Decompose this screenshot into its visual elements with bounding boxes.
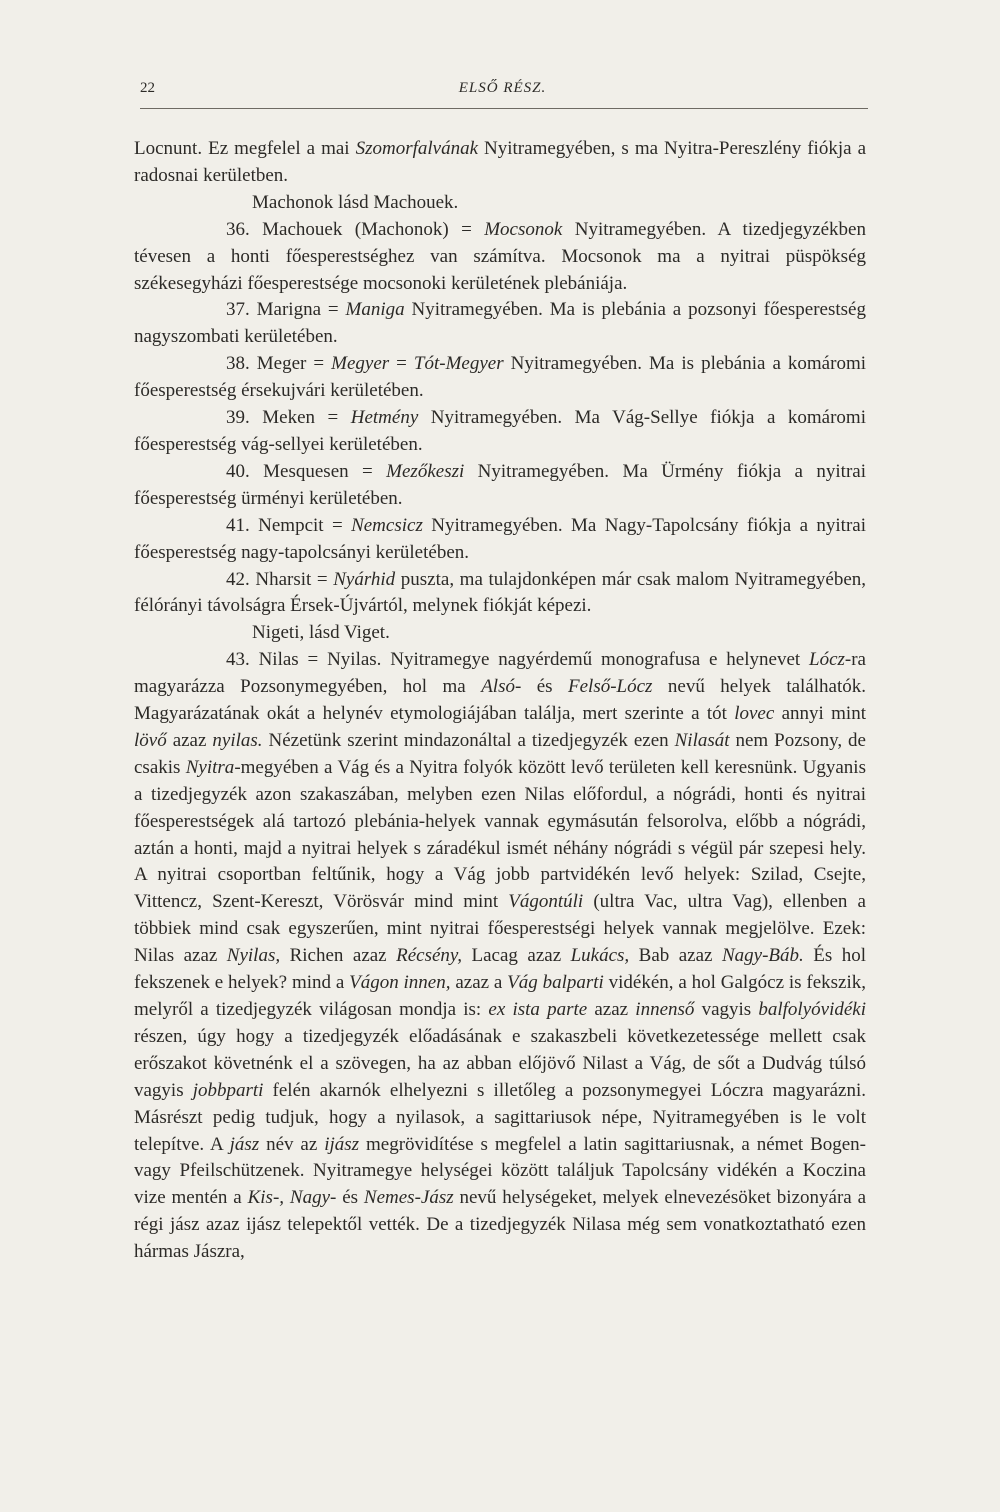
text-run: vagyis [694,999,759,1020]
italic-place-name: Vág balparti [507,972,604,994]
text-run: Nyitramegyében, s ma Nyitra-Pereszlény fiókja a radosnai kerületben. [134,138,866,186]
italic-place-name: Nemes-Jász [363,1187,454,1209]
text-run: Nyitramegyében. Ma is plebánia a pozsonyi főesperestség nagyszombati kerületében. [134,299,866,348]
text-run: Nézetünk szerint mindazonáltal a tizedjegyzék ezen [262,729,675,751]
italic-place-name: Megyer [331,353,390,375]
text-run: 37. Marigna = [226,299,346,321]
italic-place-name: ex ista parte [488,999,588,1020]
text-run: részen, úgy hogy a tizedjegyzék előadásának e szakaszbeli következetessége mellett csak erőszakot követnénk el a szövegen, ha az abban előjövő Nilast a Vág, de sőt a Dudvág túlsó vagyis [134,1025,866,1101]
text-run: nem Pozsony, de csakis [134,729,866,778]
section-title: ELSŐ RÉSZ. [458,80,547,96]
italic-place-name: Mezőkeszi [386,460,465,482]
italic-place-name: Lukács, [570,945,630,967]
cross-reference [134,620,866,647]
running-head [140,80,865,106]
text-run: puszta, ma tulajdonképen már csak malom Nyitramegyében, félórányi távolságra Érsek-Újvártól, melynek fiókját képezi. [134,568,866,617]
numbered-entry [134,217,866,298]
italic-place-name: Nemcsicz [351,514,423,536]
text-run: 39. Meken = [226,407,351,429]
body-text [134,136,866,1266]
text-run: (ultra Vac, ultra Vag), ellenben a többiek mind csak egyszerűen, mint nyitrai főesperestségi helyek vannak megjelölve. Ezek: Nilas azaz [134,891,866,967]
italic-place-name: jobbparti [192,1079,264,1101]
italic-place-name: Maniga [345,299,405,321]
italic-place-name: Nagy-Báb. [721,945,804,967]
italic-place-name: lovec [734,703,775,725]
italic-place-name: Récsény, [396,945,463,967]
text-run: 40. Mesquesen = [226,460,387,482]
text-run: és [336,1187,364,1209]
numbered-entry [134,297,866,351]
text-run: azaz [166,729,213,751]
numbered-entry [134,567,866,621]
text-run: 38. Meger = [226,353,332,375]
text-run: 36. Machouek (Machonok) = [226,218,485,240]
italic-place-name: Szomorfalvának [355,138,479,159]
text-run: felén akarnók elhelyezni s illetőleg a pozsonymegyei Lóczra magyarázni. Másrészt pedig tudjuk, hogy a nyilasok, a sagittariusok népe, Nyitramegyében is le volt telepítve. A [134,1079,866,1155]
numbered-entry [134,647,866,1266]
text-run: -megyében a Vág és a Nyitra folyók között levő területen kell keresnünk. Ugyanis a tizedjegyzék azon szakaszában, melyben ezen Nilas előfordul, a nógrádi, honti és nyitrai főesperestségek alá tartozó plebánia-helyek vannak egymásután felsorolva, előbb a nógrádi, aztán a honti, majd a nyitrai helyek s záradékul ismét néhány nógrádi s végül pár szepesi hely. A nyitrai csoportban feltűnik, hogy a Vág jobb partvidékén levő helyek: Szilad, Csejte, Vittencz, Szent-Kereszt, Vörösvár mind mint [134,756,866,913]
italic-place-name: Felső-Lócz [568,676,653,698]
text-run: Richen azaz [280,945,397,967]
text-run: név az [259,1133,325,1155]
text-run: és [521,676,569,698]
text-run: 42. Nharsit = [226,568,334,590]
numbered-entry [134,351,866,405]
italic-place-name: Mocsonok [484,218,563,240]
text-run: -ra magyarázza Pozsonymegyében, hol ma [134,649,866,698]
text-run: Bab azaz [629,945,722,967]
italic-place-name: jász [229,1133,260,1155]
text-run: nevű helyek találhatók. Magyarázatának okát a helynév etymologiájában találja, mert szerinte a tót [134,676,867,725]
text-run: Lacag azaz [462,945,571,967]
text-run: Nyitramegyében. Ma is plebánia a komáromi főesperestség érsekujvári kerületében. [134,353,866,402]
italic-place-name: Tót-Megyer [413,353,504,375]
text-run: megrövidítése s megfelel a latin sagittariusnak, a német Bogen- vagy Pfeilschützenek. Nyitramegye helységei között találjuk Tapolcsány vidékén a Koczina vize mentén a [134,1133,866,1209]
header-rule [140,108,868,109]
text-run: Nyitramegyében. A tizedjegyzékben tévesen a honti főesperestséghez van számítva. Mocsonok ma a nyitrai püspökség székesegyházi főesperestsége mocsonoki kerületének plebániája. [134,218,866,294]
text-run: 41. Nempcit = [226,514,352,536]
italic-place-name: Lócz [809,649,845,671]
cross-reference [134,190,866,217]
text-run: nevű helységeket, melyek elnevezésöket bizonyára a régi jász azaz ijász telepektől vették. De a tizedjegyzék Nilasa még sem vonatkoztatható ezen hármas Jászra, [134,1187,867,1263]
italic-place-name: Vágontúli [508,891,584,913]
text-run: Nigeti, lásd Viget. [252,622,390,644]
italic-place-name: Nyilas, [226,945,281,967]
text-run: azaz [587,999,636,1020]
numbered-entry [134,405,866,459]
italic-place-name: balfolyóvidéki [758,999,867,1020]
italic-place-name: lövő [134,729,167,751]
numbered-entry [134,459,866,513]
italic-place-name: Kis-, [247,1187,285,1209]
italic-place-name: Vágon innen, [349,972,451,994]
text-run: vidékén, a hol Galgócz is fekszik, melyről a tizedjegyzék világosan mondja is: [134,972,866,1020]
italic-place-name: innenső [635,999,695,1020]
italic-place-name: nyilas. [212,729,263,751]
text-run: Nyitramegyében. Ma Vág-Sellye fiókja a komáromi főesperestség vág-sellyei kerületében. [134,407,866,455]
italic-place-name: ijász [324,1133,360,1155]
numbered-entry [134,513,866,567]
text-run: annyi mint [774,703,866,725]
italic-place-name: Nilasát [674,729,730,751]
page-number: 22 [140,80,155,96]
text-run: 43. Nilas = Nyilas. Nyitramegye nagyérdemű monografusa e helynevet [226,649,809,671]
italic-place-name: Nyitra [185,756,235,778]
text-run: És hol fekszenek e helyek? mind a [134,945,866,994]
italic-place-name: Alsó- [481,676,522,698]
text-run: Nyitramegyében. Ma Ürmény fiókja a nyitrai főesperestség ürményi kerületében. [134,460,866,509]
text-run: azaz a [450,972,508,994]
text-run: Machonok lásd Machouek. [252,191,459,213]
italic-place-name: Nagy- [289,1187,337,1209]
italic-place-name: Hetmény [350,407,419,429]
italic-place-name: Nyárhid [333,568,396,590]
paragraph [134,136,866,190]
text-run: Nyitramegyében. Ma Nagy-Tapolcsány fiókja a nyitrai főesperestség nagy-tapolcsányi kerületében. [134,514,866,563]
text-run: = [389,353,414,375]
text-run: Locnunt. Ez megfelel a mai [134,138,356,159]
